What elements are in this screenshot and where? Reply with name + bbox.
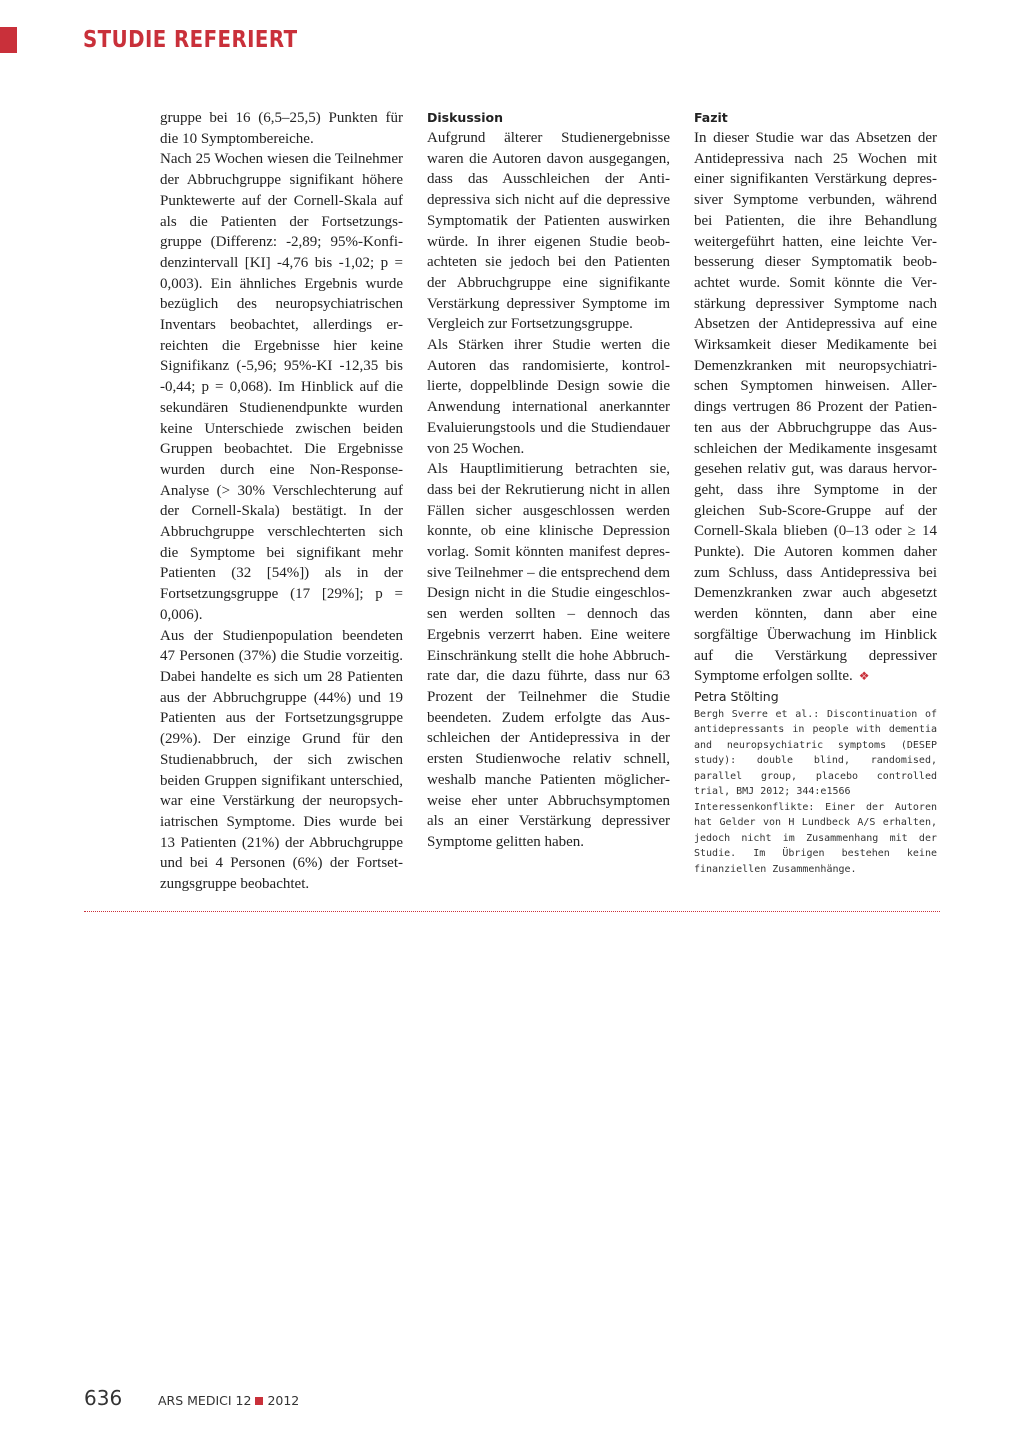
footer-square-mark	[255, 1397, 263, 1405]
page-number: 636	[84, 1386, 123, 1410]
conclusion-paragraph	[694, 128, 937, 687]
journal-footer	[158, 1393, 299, 1409]
paragraph: gruppe bei 16 (6,5–25,5) Punkten für die 10 Symptombereiche.	[160, 110, 403, 147]
section-heading-fazit: Fazit	[694, 110, 728, 125]
text-column-2	[427, 108, 670, 853]
dotted-divider	[84, 911, 940, 912]
text-column-3	[694, 108, 937, 877]
reference: Bergh Sverre et al.: Discontinuation of antidepressants in people with dementia and neuropsychiatric symptoms (DESEP study): double blind, randomised, parallel group, placebo controlled trial, BMJ 2012; 344:e1566	[694, 708, 937, 798]
journal-name: ARS MEDICI 12	[158, 1393, 252, 1408]
paragraph-text: In dieser Studie war das Absetzen der Antidepressiva nach 25 Wochen mit einer signifikanten Verstärkung depressiver Symptome verbunden, während bei Patienten, die ihre Behandlung weitergeführt hatten, eine leichte Verbesserung dieser Symptomatik beobachtet wurde. Somit könnte die Verstärkung depressiver Symptome nach Absetzen der Antidepressiva auf eine Wirksamkeit dieser Medikamente bei Demenzkranken mit neuropsychiatrischen Symptomen hinweisen. Allerdings vertrugen 86 Prozent der Patienten aus der Abbruchgruppe das Ausschleichen der Medikamente insgesamt gesehen relativ gut, was daraus hervorgeht, dass ihre Symptome in der gleichen Sub-Score-Gruppe auf der Cornell-Skala blieben (0–13 oder ≥ 14 Punkte). Die Autoren kommen daher zum Schluss, dass Antidepressiva bei Demenzkranken zwar auch abgesetzt werden könnten, dann aber eine sorgfältige Überwachung im Hinblick auf die Verstärkung depressiver Symptome erfolgen sollte.	[694, 130, 937, 685]
end-of-article-icon: ❖	[858, 669, 870, 684]
section-color-mark	[0, 27, 17, 53]
author-name: Petra Stölting	[694, 688, 779, 704]
paragraph: Nach 25 Wochen wiesen die Teilnehmer der Abbruchgruppe signifikant höhere Punktewerte auf der Cornell-Skala auf als die Patienten der Fortsetzungsgruppe (Differenz: -2,89; 95%-Konfidenzintervall [KI] -4,76 bis -1,02; p = 0,003). Ein ähnliches Ergebnis wurde bezüglich des neuropsychiatrischen Inventars beobachtet, allerdings erreichten die Ergebnisse hier keine Signifikanz (-5,96; 95%-KI -12,35 bis -0,44; p = 0,068). Im Hinblick auf die sekundären Studienendpunkte wurden keine Unterschiede zwischen beiden Gruppen beobachtet. Die Ergebnisse wurden durch eine Non-Response-Analyse (> 30% Verschlechterung auf der Cornell-Skala) bestätigt. In der Abbruchgruppe verschlechterten sich die Symptome bei signifikant mehr Patienten (32 [54%]) als in der Fortsetzungsgruppe (17 [29%]; p = 0,006).	[160, 151, 403, 623]
paragraph: Aufgrund älterer Studienergebnisse waren die Autoren davon ausgegangen, dass das Ausschleichen der Antidepressiva sich nicht auf die depressive Symptomatik der Patienten auswirken würde. In ihrer eigenen Studie beobachteten sie jedoch bei den Patienten der Abbruchgruppe eine signifikante Verstärkung depressiver Symptome im Vergleich zur Fortsetzungsgruppe.	[427, 130, 670, 333]
text-column-1	[160, 108, 403, 895]
section-title: STUDIE REFERIERT	[83, 27, 298, 53]
conflict-of-interest-note: Interessenkonflikte: Einer der Autoren hat Gelder von H Lundbeck A/S erhalten, jedoch nicht im Zusammenhang mit der Studie. Im Übrigen bestehen keine finanziellen Zusammenhänge.	[694, 801, 937, 875]
section-heading-diskussion: Diskussion	[427, 110, 503, 125]
journal-year: 2012	[267, 1393, 300, 1408]
paragraph: Aus der Studienpopulation beendeten 47 Personen (37%) die Studie vorzeitig. Dabei handelte es sich um 28 Patienten aus der Abbruchgruppe (44%) und 19 Patienten aus der Fortsetzungsgruppe (29%). Der einzige Grund für den Studienabbruch, der sich zwischen beiden Gruppen signifikant unterschied, war eine Verstärkung der neuropsychiatrischen Symptome. Dies wurde bei 13 Patienten (21%) der Abbruchgruppe und bei 4 Personen (6%) der Fortsetzungsgruppe beobachtet.	[160, 627, 403, 893]
paragraph: Als Stärken ihrer Studie werten die Autoren das randomisierte, kontrollierte, doppelblinde Design sowie die Anwendung international anerkannter Evaluierungstools und die Studiendauer von 25 Wochen.	[427, 337, 670, 457]
paragraph: Als Hauptlimitierung betrachten sie, dass bei der Rekrutierung nicht in allen Fällen sicher ausgeschlossen werden konnte, ob eine klinische Depression vorlag. Somit könnten manifest depressive Teilnehmer – die entsprechend dem Design nicht in die Studie eingeschlossen werden sollten – dennoch das Ergebnis verzerrt haben. Eine weitere Einschränkung stellt die hohe Abbruchrate dar, die dazu führte, dass nur 63 Prozent der Teilnehmer die Studie beendeten. Zudem erfolgte das Ausschleichen der Antidepressiva in der ersten Studienwoche relativ schnell, weshalb manche Patienten möglicherweise eher unter Abbruchsymptomen als an einer Verstärkung depressiver Symptome gelitten haben.	[427, 461, 670, 850]
